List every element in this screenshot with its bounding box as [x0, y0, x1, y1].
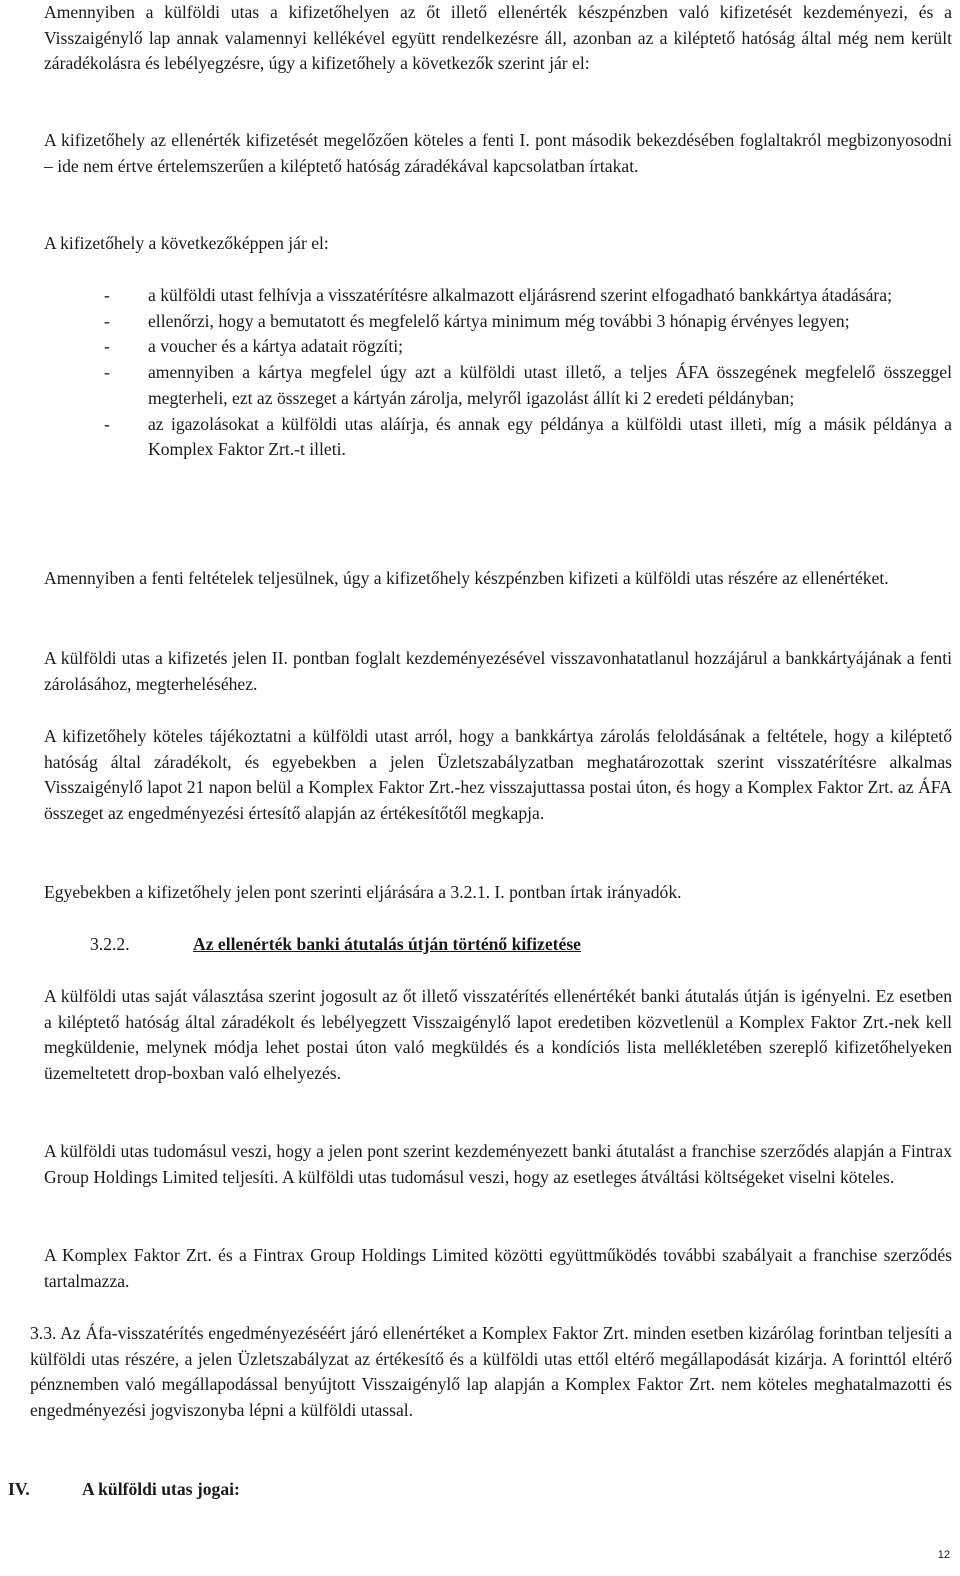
list-item: [104, 360, 952, 411]
cooperation-paragraph: A Komplex Faktor Zrt. és a Fintrax Group Holdings Limited közötti együttműködés további szabályait a franchise szerződés tartalmazza.: [44, 1245, 952, 1291]
list-item: [104, 334, 952, 360]
procedure-list: [104, 283, 952, 463]
reference-paragraph: Egyebekben a kifizetőhely jelen pont szerinti eljárására a 3.2.1. I. pontban írtak irányadók.: [44, 882, 682, 902]
conditions-paragraph: Amennyiben a fenti feltételek teljesülnek, úgy a kifizetőhely készpénzben kifizeti a külföldi utas részére az ellenértéket.: [44, 568, 889, 588]
subsection-number: 3.2.2.: [90, 934, 130, 954]
notice-paragraph: A kifizetőhely köteles tájékoztatni a külföldi utast arról, hogy a bankkártya zárolás feloldásának a feltétele, hogy a kiléptető hatóság által záradékolt, és egyebekben a jelen Üzletszabályzatban meghatározottak szerint visszatérítésre alkalmas Visszaigénylő lapot 21 napon belül a Komplex Faktor Zrt.-hez visszajuttassa postai úton, és hogy a Komplex Faktor Zrt. az ÁFA összeget az engedményezési értesítő alapján az értékesítőtől megkapja.: [44, 726, 952, 824]
list-item-text: amennyiben a kártya megfelel úgy azt a külföldi utast illető, a teljes ÁFA összegének megfelelő összeggel megterheli, ezt az összeget a kártyán zárolja, melyről igazolást állít ki 2 eredeti példányban;: [148, 362, 952, 408]
list-item-text: az igazolásokat a külföldi utas aláírja, és annak egy példánya a külföldi utast illeti, míg a másik példánya a Komplex Faktor Zrt.-t illeti.: [148, 413, 952, 460]
list-marker: -: [104, 285, 110, 305]
subsection-title: Az ellenérték banki átutalás útján történő kifizetése: [193, 934, 581, 954]
list-item: [104, 283, 952, 309]
list-item: [104, 412, 952, 463]
consent-paragraph: A külföldi utas a kifizetés jelen II. pontban foglalt kezdeményezésével visszavonhatatlanul hozzájárul a bankkártyájának a fenti zárolásához, megterheléséhez.: [44, 648, 952, 694]
fintrax-paragraph: A külföldi utas tudomásul veszi, hogy a jelen pont szerint kezdeményezett banki átutalást a franchise szerződés alapján a Fintrax Group Holdings Limited teljesíti. A külföldi utas tudomásul veszi, hogy az esetleges átváltási költségeket viselni köteles.: [44, 1141, 952, 1187]
page-number: 12: [937, 1549, 950, 1561]
section-number: IV.: [8, 1479, 30, 1499]
verification-paragraph: A kifizetőhely az ellenérték kifizetését megelőzően köteles a fenti I. pont második bekezdésében foglaltakról megbizonyosodni – ide nem értve értelemszerűen a kiléptető hatóság záradékával kapcsolatban írtakat.: [44, 130, 952, 176]
list-item: [104, 309, 952, 335]
list-marker: -: [104, 336, 110, 357]
list-item-text: a voucher és a kártya adatait rögzíti;: [148, 336, 403, 357]
list-marker: -: [104, 310, 110, 331]
list-item-text: a külföldi utast felhívja a visszatérítésre alkalmazott eljárásrend szerint elfogadható bankkártya átadására;: [148, 285, 892, 305]
list-item-text: ellenőrzi, hogy a bemutatott és megfelelő kártya minimum még további 3 hónapig érvényes legyen;: [148, 310, 850, 331]
section-title: A külföldi utas jogai:: [82, 1479, 240, 1499]
section-3-3-paragraph: 3.3. Az Áfa-visszatérítés engedményezéséért járó ellenértéket a Komplex Faktor Zrt. minden esetben kizárólag forintban teljesíti a külföldi utas részére, a jelen Üzletszabályzat az értékesítő és a külföldi utas ettől eltérő megállapodását kizárja. A forinttól eltérő pénznemben való megállapodással benyújtott Visszaigénylő lap alapján a Komplex Faktor Zrt. nem köteles meghatalmazotti és engedményezési jogviszonyba lépni a külföldi utassal.: [30, 1323, 952, 1421]
procedure-intro: A kifizetőhely a következőképpen jár el:: [44, 233, 329, 253]
list-marker: -: [104, 362, 110, 383]
section-heading: [8, 1477, 240, 1503]
list-marker: -: [104, 413, 110, 434]
intro-paragraph: Amennyiben a külföldi utas a kifizetőhelyen az őt illető ellenérték készpénzben való kifizetését kezdeményezi, és a Visszaigénylő lap annak valamennyi kellékével együtt rendelkezésre áll, azonban az a kiléptető hatóság által még nem került záradékolásra és lebélyegzésre, úgy a kifizetőhely a következők szerint jár el:: [44, 2, 952, 74]
transfer-paragraph: A külföldi utas saját választása szerint jogosult az őt illető visszatérítés ellenértékét banki átutalás útján is igényelni. Ez esetben a kiléptető hatóság által záradékolt és lebélyegzett Visszaigénylő lapot eredetiben közvetlenül a Komplex Faktor Zrt.-nek kell megküldenie, melynek módja lehet postai úton való megküldés és a kondíciós lista mellékletében szereplő kifizetőhelyeken üzemeltetett drop-boxban való elhelyezés.: [44, 986, 952, 1084]
